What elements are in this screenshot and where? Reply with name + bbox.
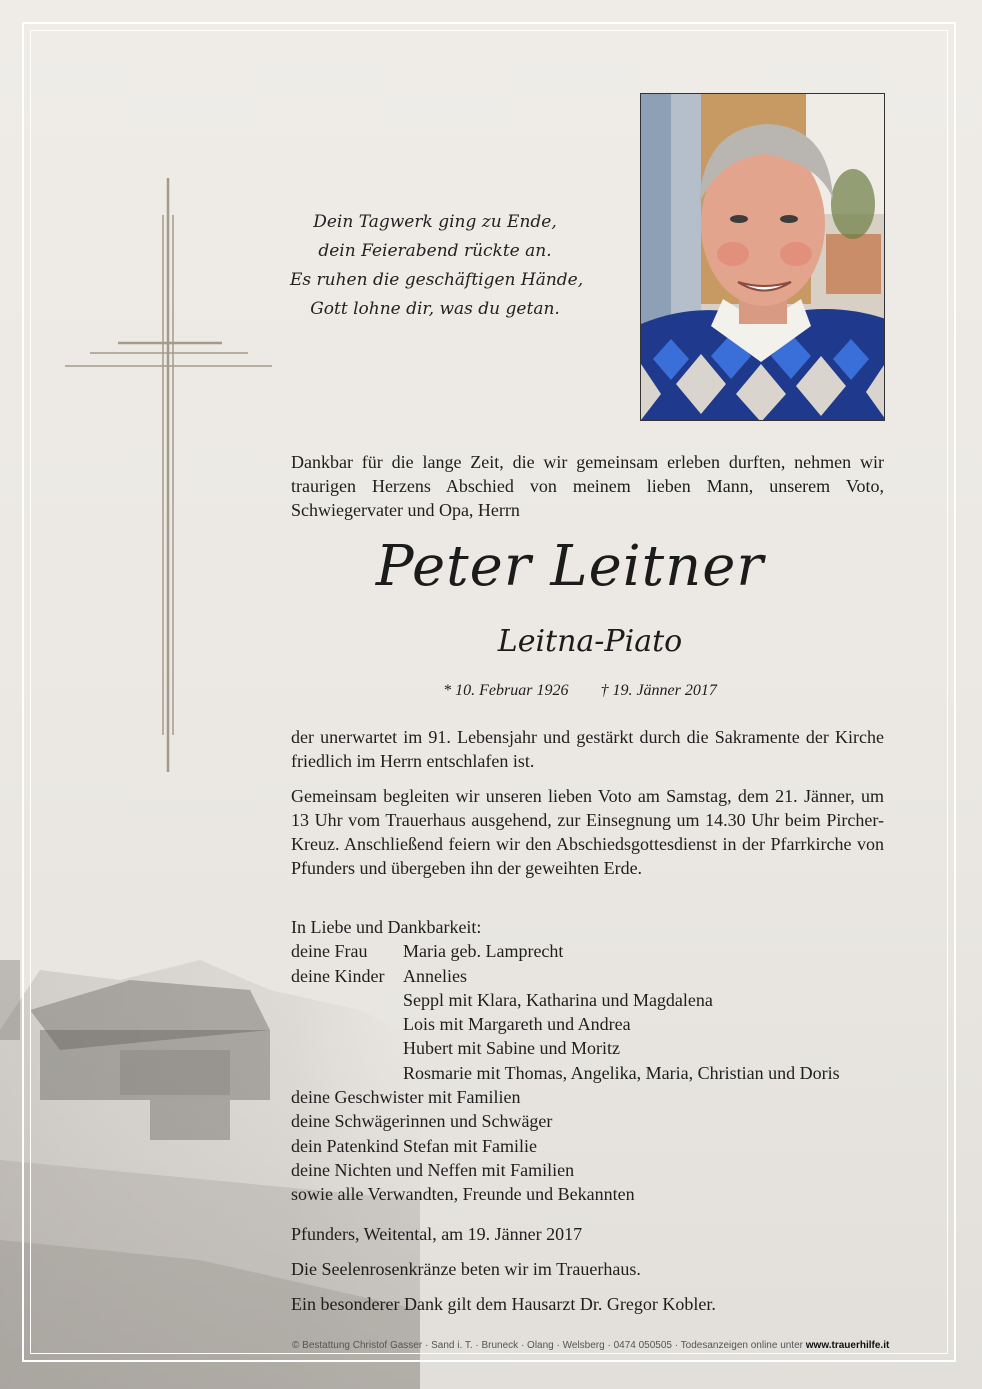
family-other: deine Schwägerinnen und Schwäger [291,1111,553,1132]
birth-date: * 10. Februar 1926 [443,682,569,699]
footer [292,1340,944,1351]
footer-website[interactable]: www.trauerhilfe.it [805,1340,890,1351]
death-date: † 19. Jänner 2017 [600,682,717,699]
family-row [291,1036,901,1060]
family-names: Annelies [403,965,467,986]
verse-line: dein Feierabend rückte an. [318,241,552,261]
family-heading: In Liebe und Dankbarkeit: [291,917,482,937]
family-row [291,964,901,988]
portrait-photo [640,93,885,421]
family-names: Lois mit Margareth und Andrea [403,1014,631,1035]
family-row [291,1012,901,1036]
memorial-verse [290,208,584,324]
cross-icon [60,175,275,775]
family-other: sowie alle Verwandten, Freunde und Bekannten [291,1184,635,1205]
deceased-nickname: Leitna-Piato [497,624,683,659]
family-relation: deine Frau [291,941,368,962]
verse-line: Dein Tagwerk ging zu Ende, [313,212,557,232]
family-names: Maria geb. Lamprecht [403,941,564,962]
family-row [291,1061,901,1085]
verse-line: Es ruhen die geschäftigen Hände, [290,270,584,290]
family-list [291,915,901,1207]
footer-text: © Bestattung Christof Gasser · Sand i. T. · Bruneck · Olang · Welsberg · 0474 050505 · Todesanzeigen online unter [292,1340,806,1351]
family-row [291,988,901,1012]
passing-text: der unerwartet im 91. Lebensjahr und gestärkt durch die Sakramente der Kirche friedlich im Herrn entschlafen ist. [291,727,884,771]
family-relation: deine Kinder [291,965,385,986]
verse-line: Gott lohne dir, was du getan. [310,299,560,319]
family-other: deine Geschwister mit Familien [291,1087,521,1108]
family-row [291,939,901,963]
family-other: dein Patenkind Stefan mit Familie [291,1135,537,1156]
family-names: Hubert mit Sabine und Moritz [403,1038,620,1059]
place-date: Pfunders, Weitental, am 19. Jänner 2017 [291,1224,583,1244]
thanks-note: Ein besonderer Dank gilt dem Hausarzt Dr. Gregor Kobler. [291,1294,716,1314]
funeral-details-text: Gemeinsam begleiten wir unseren lieben Voto am Samstag, dem 21. Jänner, um 13 Uhr vom Trauerhaus ausgehend, zur Einsegnung um 14.30 Uhr beim Pircher-Kreuz. Anschließend feiern wir den Abschiedsgottesdienst in der Pfarrkirche von Pfunders und übergeben ihn der geweihten Erde. [291,786,884,878]
family-other: deine Nichten und Neffen mit Familien [291,1159,575,1180]
rosary-note: Die Seelenrosenkränze beten wir im Trauerhaus. [291,1259,641,1279]
family-names: Seppl mit Klara, Katharina und Magdalena [403,989,713,1010]
intro-text: Dankbar für die lange Zeit, die wir gemeinsam erleben durften, nehmen wir traurigen Herzens Abschied von meinem lieben Mann, unserem Voto, Schwiegervater und Opa, Herrn [291,452,884,520]
deceased-name: Peter Leitner [375,534,765,599]
family-names: Rosmarie mit Thomas, Angelika, Maria, Christian und Doris [403,1062,840,1083]
life-dates [360,682,800,700]
